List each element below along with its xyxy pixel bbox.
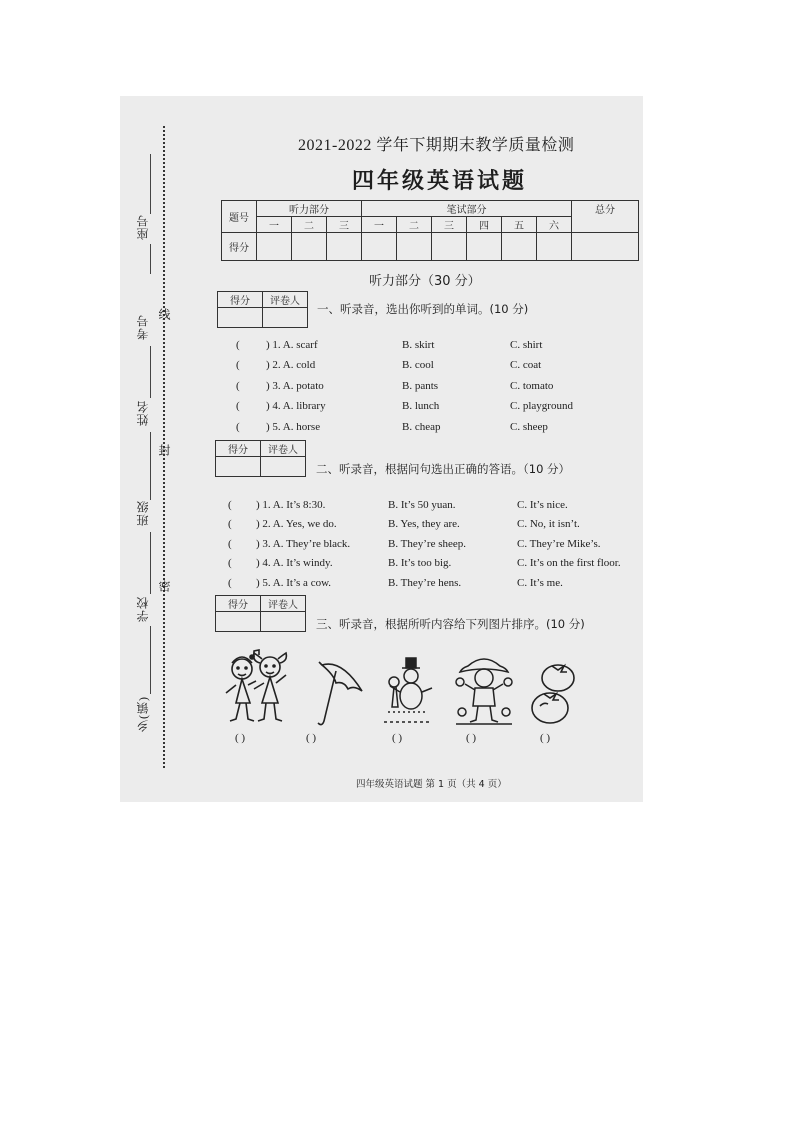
writing-col: 五 <box>502 217 537 233</box>
option-c[interactable]: C. They’re Mike’s. <box>517 538 601 550</box>
answer-blank[interactable]: ( ) <box>540 732 551 744</box>
option-b[interactable]: B. They’re sheep. <box>388 538 466 550</box>
option-b[interactable]: B. They’re hens. <box>388 577 462 589</box>
class-field[interactable] <box>150 532 151 594</box>
option-a[interactable]: ) 2. A. cold <box>266 359 316 371</box>
school-label: 学校 <box>136 596 150 622</box>
score-cell[interactable] <box>257 233 292 261</box>
option-c[interactable]: C. It’s me. <box>517 577 563 589</box>
school-field[interactable] <box>150 626 151 694</box>
page-footer: 四年级英语试题 第 1 页（共 4 页） <box>356 779 507 790</box>
grader-box-3 <box>215 595 306 632</box>
listening-header: 听力部分 <box>257 201 362 217</box>
score-cell[interactable] <box>362 233 397 261</box>
grader-score-cell[interactable] <box>216 457 261 477</box>
writing-col: 三 <box>432 217 467 233</box>
option-b[interactable]: B. Yes, they are. <box>388 518 460 530</box>
option-c[interactable]: C. sheep <box>510 421 548 433</box>
grader-reviewer-cell[interactable] <box>261 457 306 477</box>
writing-col: 四 <box>467 217 502 233</box>
option-a[interactable]: ) 2. A. Yes, we do. <box>256 518 337 530</box>
listening-col: 二 <box>292 217 327 233</box>
part2-heading: 二、听录音，根据问句选出正确的答语。（10 分） <box>316 462 571 476</box>
writing-col: 六 <box>537 217 572 233</box>
part1-heading: 一、听录音，选出你听到的单词。(10 分) <box>317 302 529 316</box>
option-c[interactable]: C. playground <box>510 400 573 412</box>
writing-header: 笔试部分 <box>362 201 572 217</box>
seat-number-field[interactable] <box>150 154 151 214</box>
grader-reviewer-cell[interactable] <box>263 308 308 328</box>
score-table <box>221 200 639 261</box>
exam-number-label: 考号 <box>136 314 150 340</box>
total-score-cell[interactable] <box>572 233 639 261</box>
grader-reviewer-label: 评卷人 <box>261 596 306 612</box>
option-b[interactable]: B. It’s too big. <box>388 557 452 569</box>
exam-number-field[interactable] <box>150 346 151 398</box>
score-cell[interactable] <box>537 233 572 261</box>
option-b[interactable]: B. pants <box>402 380 439 392</box>
exam-subtitle: 四年级英语试题 <box>352 169 528 194</box>
score-cell[interactable] <box>432 233 467 261</box>
score-cell[interactable] <box>397 233 432 261</box>
tomatoes-icon <box>528 656 584 728</box>
option-c[interactable]: C. No, it isn’t. <box>517 518 580 530</box>
total-header: 总分 <box>572 201 639 233</box>
option-a[interactable]: ) 1. A. It’s 8:30. <box>256 499 326 511</box>
option-c[interactable]: C. coat <box>510 359 542 371</box>
seat-number-label: 座号 <box>136 214 150 240</box>
option-a[interactable]: ) 5. A. It’s a cow. <box>256 577 332 589</box>
grader-reviewer-label: 评卷人 <box>263 292 308 308</box>
grader-reviewer-cell[interactable] <box>261 612 306 632</box>
seal-mark-line: 线 <box>157 308 171 320</box>
seat-number-field-2[interactable] <box>150 244 151 274</box>
grader-score-label: 得分 <box>218 292 263 308</box>
name-field[interactable] <box>150 432 151 500</box>
option-c[interactable]: C. tomato <box>510 380 554 392</box>
umbrella-icon <box>316 657 366 729</box>
option-b[interactable]: B. skirt <box>402 339 435 351</box>
option-b[interactable]: B. cheap <box>402 421 441 433</box>
listening-col: 一 <box>257 217 292 233</box>
listening-col: 三 <box>327 217 362 233</box>
option-b[interactable]: B. It’s 50 yuan. <box>388 499 456 511</box>
cowboy-boy-icon <box>454 652 514 730</box>
option-b[interactable]: B. cool <box>402 359 434 371</box>
children-singing-icon <box>220 649 292 729</box>
name-label: 姓名 <box>136 400 150 426</box>
writing-col: 一 <box>362 217 397 233</box>
answer-blank[interactable]: ( ) <box>306 732 317 744</box>
class-label: 班级 <box>136 500 150 526</box>
seal-mark-seal: 封 <box>157 444 171 456</box>
grader-box-2 <box>215 440 306 477</box>
grader-box-1 <box>217 291 308 328</box>
option-a[interactable]: ) 3. A. potato <box>266 380 324 392</box>
township-label: 乡(镇) <box>136 696 150 732</box>
answer-blank[interactable]: ( ) <box>466 732 477 744</box>
part3-heading: 三、听录音，根据所听内容给下列图片排序。(10 分) <box>316 617 585 631</box>
score-cell[interactable] <box>327 233 362 261</box>
grader-score-cell[interactable] <box>218 308 263 328</box>
grader-score-cell[interactable] <box>216 612 261 632</box>
option-c[interactable]: C. It’s nice. <box>517 499 568 511</box>
option-c[interactable]: C. It’s on the first floor. <box>517 557 621 569</box>
score-cell[interactable] <box>502 233 537 261</box>
row-label-question: 题号 <box>222 201 257 233</box>
score-cell[interactable] <box>292 233 327 261</box>
answer-blank[interactable]: ( ) <box>392 732 403 744</box>
grader-reviewer-label: 评卷人 <box>261 441 306 457</box>
score-cell[interactable] <box>467 233 502 261</box>
writing-col: 二 <box>397 217 432 233</box>
option-b[interactable]: B. lunch <box>402 400 440 412</box>
option-a[interactable]: ) 1. A. scarf <box>266 339 318 351</box>
seal-mark-secret: 密 <box>157 580 171 592</box>
grader-score-label: 得分 <box>216 596 261 612</box>
answer-blank[interactable]: ( ) <box>235 732 246 744</box>
option-a[interactable]: ) 4. A. It’s windy. <box>256 557 333 569</box>
option-a[interactable]: ) 3. A. They’re black. <box>256 538 351 550</box>
option-a[interactable]: ) 4. A. library <box>266 400 326 412</box>
grader-score-label: 得分 <box>216 441 261 457</box>
snowman-icon <box>380 652 436 732</box>
listening-section-heading: 听力部分（30 分） <box>369 274 481 289</box>
exam-sheet: 座号 考号 姓名 班级 学校 乡(镇) 线 封 密 2021-2022 学年下期期末教学质量检测 四年级英语试题 题号 听力部分 笔试部分 总分 一 二 三 一 二 三 四 五 六 得分 听力部分（30 分） 得分 评卷人 一、听录音，选出你听到的单词。(10 分) ( ) 1. A. scarf B. skirt C. shirt ( ) 2. A. cold B. cool C. coat ( ) 3. A. potato B. pants C. tomato ( ) 4. A. library B. lunch C. playground ( ) 5. A. horse B. cheap C. sheep 得分 评卷人 二、听录音，根据问句选出正确的答语。（10 分） ( ) 1. A. It’s 8:30. B. It’s 50 yuan. C. It’s nice. ( ) 2. A. Yes, we do. B. Yes, they are. C. No, it isn’t. ( ) 3. A. They’re black. B. They’re sheep. C. They’re Mike’s. ( ) 4. A. It’s windy. B. It’s too big. C. It’s on the first floor. ( ) 5. A. It’s a cow. B. They’re hens. C. It’s me. 得分 评卷人 三、听录音，根据所听内容给下列图片排序。(10 分) ( ) ( ) ( ) ( ) ( ) 四年级英语试题 第 1 页（共 4 页） <box>120 96 643 802</box>
row-label-score: 得分 <box>222 233 257 261</box>
option-a[interactable]: ) 5. A. horse <box>266 421 321 433</box>
option-c[interactable]: C. shirt <box>510 339 543 351</box>
exam-title: 2021-2022 学年下期期末教学质量检测 <box>298 137 575 154</box>
